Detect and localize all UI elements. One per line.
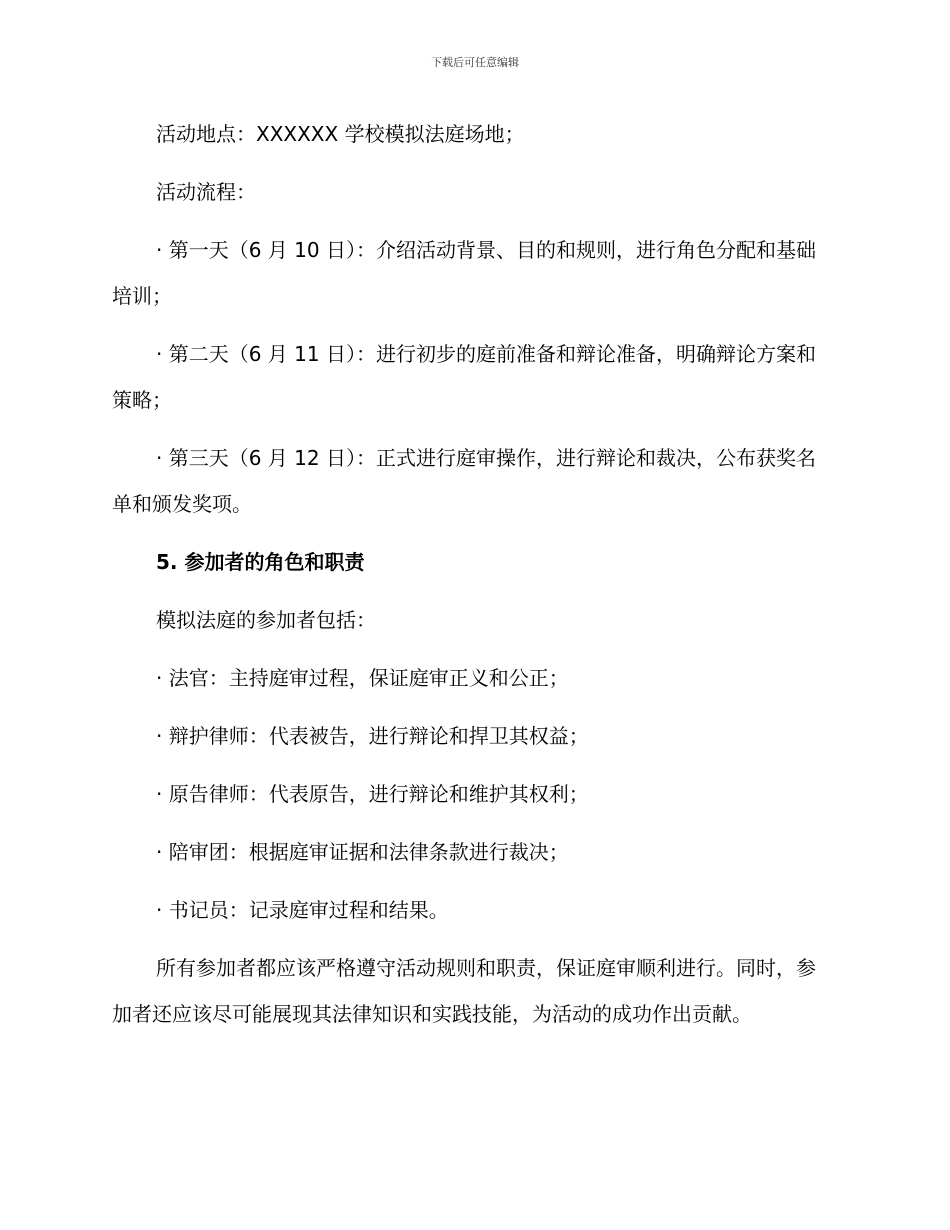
role-judge: · 法官：主持庭审过程，保证庭审正义和公正； (156, 666, 569, 690)
document-body (112, 111, 832, 1049)
process-day-2: · 第二天（6 月 11 日）：进行初步的庭前准备和辩论准备，明确辩论方案和策略； (112, 342, 816, 412)
role-clerk: · 书记员：记录庭审过程和结果。 (156, 898, 449, 922)
participants-intro: 模拟法庭的参加者包括： (156, 608, 376, 632)
activity-location: 活动地点：XXXXXX 学校模拟法庭场地； (156, 122, 525, 146)
header-note: 下载后可任意编辑 (431, 56, 519, 69)
closing-paragraph: 所有参加者都应该严格遵守活动规则和职责，保证庭审顺利进行。同时，参加者还应该尽可能展现其法律知识和实践技能，为活动的成功作出贡献。 (112, 956, 816, 1026)
activity-process-label: 活动流程： (156, 180, 256, 204)
role-jury: · 陪审团：根据庭审证据和法律条款进行裁决； (156, 840, 569, 864)
section-heading-roles: 5. 参加者的角色和职责 (156, 550, 365, 574)
process-day-3: · 第三天（6 月 12 日）：正式进行庭审操作，进行辩论和裁决，公布获奖名单和颁发奖项。 (112, 446, 816, 516)
process-day-1: · 第一天（6 月 10 日）：介绍活动背景、目的和规则，进行角色分配和基础培训； (112, 238, 816, 308)
role-defense-lawyer: · 辩护律师：代表被告，进行辩论和捍卫其权益； (156, 724, 589, 748)
role-plaintiff-lawyer: · 原告律师：代表原告，进行辩论和维护其权利； (156, 782, 589, 806)
